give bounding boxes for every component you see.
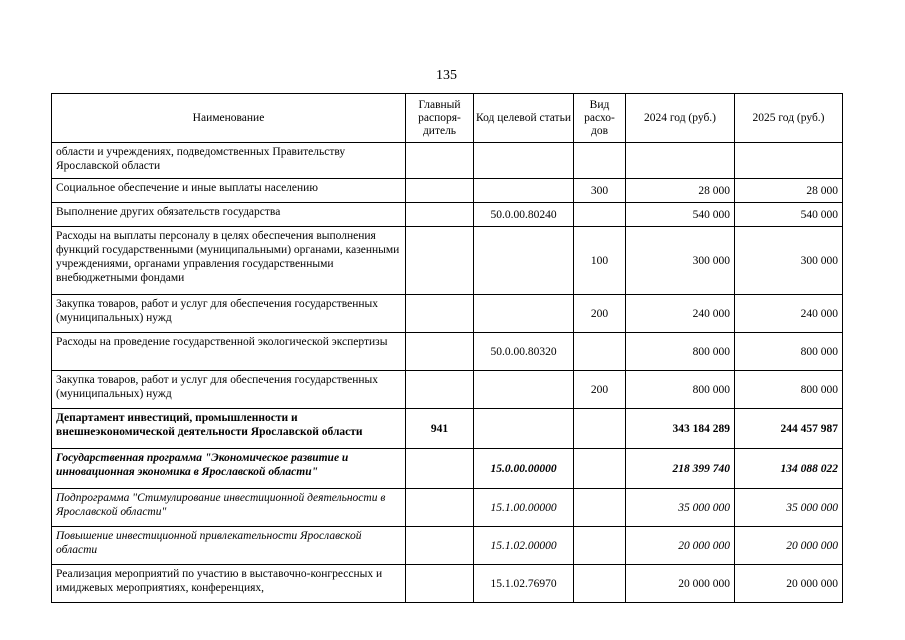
table-row [52, 409, 843, 449]
row-type [574, 409, 626, 449]
row-type [574, 203, 626, 227]
row-type [574, 449, 626, 489]
row-2024: 35 000 000 [626, 489, 735, 527]
row-code: 15.0.00.00000 [474, 449, 574, 489]
header-type: Вид расхо-дов [574, 94, 626, 143]
row-admin [406, 449, 474, 489]
table-row [52, 565, 843, 603]
row-2025: 540 000 [735, 203, 843, 227]
row-2024: 20 000 000 [626, 565, 735, 603]
table-row [52, 489, 843, 527]
row-admin [406, 143, 474, 179]
row-2025: 134 088 022 [735, 449, 843, 489]
row-admin [406, 527, 474, 565]
row-type: 200 [574, 295, 626, 333]
row-admin [406, 489, 474, 527]
row-2025: 20 000 000 [735, 565, 843, 603]
row-2024: 28 000 [626, 179, 735, 203]
table-row [52, 449, 843, 489]
row-name: Расходы на выплаты персоналу в целях обеспечения выполнения функций государственными (муниципальными) органами, казенными учреждениями, органами управления государственными внебюджетными фондами [52, 227, 406, 295]
row-code [474, 143, 574, 179]
row-code [474, 409, 574, 449]
row-type [574, 333, 626, 371]
row-type: 300 [574, 179, 626, 203]
row-code [474, 227, 574, 295]
row-admin [406, 371, 474, 409]
row-2024: 800 000 [626, 333, 735, 371]
row-2024: 800 000 [626, 371, 735, 409]
table-row [52, 179, 843, 203]
row-name: Департамент инвестиций, промышленности и внешнеэкономической деятельности Ярославской области [52, 409, 406, 449]
row-code [474, 179, 574, 203]
table-row [52, 203, 843, 227]
header-2025: 2025 год (руб.) [735, 94, 843, 143]
row-code [474, 295, 574, 333]
row-name: Закупка товаров, работ и услуг для обеспечения государственных (муниципальных) нужд [52, 371, 406, 409]
row-name: Социальное обеспечение и иные выплаты населению [52, 179, 406, 203]
table-header-row [52, 94, 843, 143]
row-admin [406, 203, 474, 227]
budget-table [51, 93, 843, 603]
table-row [52, 295, 843, 333]
row-name: Реализация мероприятий по участию в выставочно-конгрессных и имиджевых мероприятиях, конференциях, [52, 565, 406, 603]
table-row [52, 371, 843, 409]
row-2025 [735, 143, 843, 179]
row-2024: 20 000 000 [626, 527, 735, 565]
header-code: Код целевой статьи [474, 94, 574, 143]
row-admin [406, 565, 474, 603]
row-type: 200 [574, 371, 626, 409]
header-name: Наименование [52, 94, 406, 143]
row-2025: 800 000 [735, 333, 843, 371]
row-2025: 20 000 000 [735, 527, 843, 565]
row-admin [406, 295, 474, 333]
row-name: Расходы на проведение государственной экологической экспертизы [52, 333, 406, 371]
row-2024: 343 184 289 [626, 409, 735, 449]
row-name: Государственная программа "Экономическое развитие и инновационная экономика в Ярославской области" [52, 449, 406, 489]
row-2025: 28 000 [735, 179, 843, 203]
table-row [52, 143, 843, 179]
row-code: 50.0.00.80320 [474, 333, 574, 371]
header-2024: 2024 год (руб.) [626, 94, 735, 143]
row-2024: 218 399 740 [626, 449, 735, 489]
row-2024 [626, 143, 735, 179]
row-name: Повышение инвестиционной привлекательности Ярославской области [52, 527, 406, 565]
row-type [574, 527, 626, 565]
row-admin: 941 [406, 409, 474, 449]
row-code: 15.1.02.76970 [474, 565, 574, 603]
row-name: области и учреждениях, подведомственных Правительству Ярославской области [52, 143, 406, 179]
row-name: Подпрограмма "Стимулирование инвестиционной деятельности в Ярославской области" [52, 489, 406, 527]
row-type: 100 [574, 227, 626, 295]
row-type [574, 565, 626, 603]
table-row [52, 227, 843, 295]
row-2025: 300 000 [735, 227, 843, 295]
row-admin [406, 333, 474, 371]
header-admin: Главный распоря-дитель [406, 94, 474, 143]
row-admin [406, 179, 474, 203]
table-row [52, 333, 843, 371]
row-name: Выполнение других обязательств государства [52, 203, 406, 227]
row-2025: 244 457 987 [735, 409, 843, 449]
row-code: 15.1.02.00000 [474, 527, 574, 565]
row-admin [406, 227, 474, 295]
row-2025: 240 000 [735, 295, 843, 333]
row-code: 50.0.00.80240 [474, 203, 574, 227]
row-2024: 300 000 [626, 227, 735, 295]
row-2024: 540 000 [626, 203, 735, 227]
row-type [574, 143, 626, 179]
row-2024: 240 000 [626, 295, 735, 333]
row-name: Закупка товаров, работ и услуг для обеспечения государственных (муниципальных) нужд [52, 295, 406, 333]
row-2025: 35 000 000 [735, 489, 843, 527]
table-row [52, 527, 843, 565]
row-code: 15.1.00.00000 [474, 489, 574, 527]
row-2025: 800 000 [735, 371, 843, 409]
row-code [474, 371, 574, 409]
row-type [574, 489, 626, 527]
page-number: 135 [436, 68, 457, 83]
